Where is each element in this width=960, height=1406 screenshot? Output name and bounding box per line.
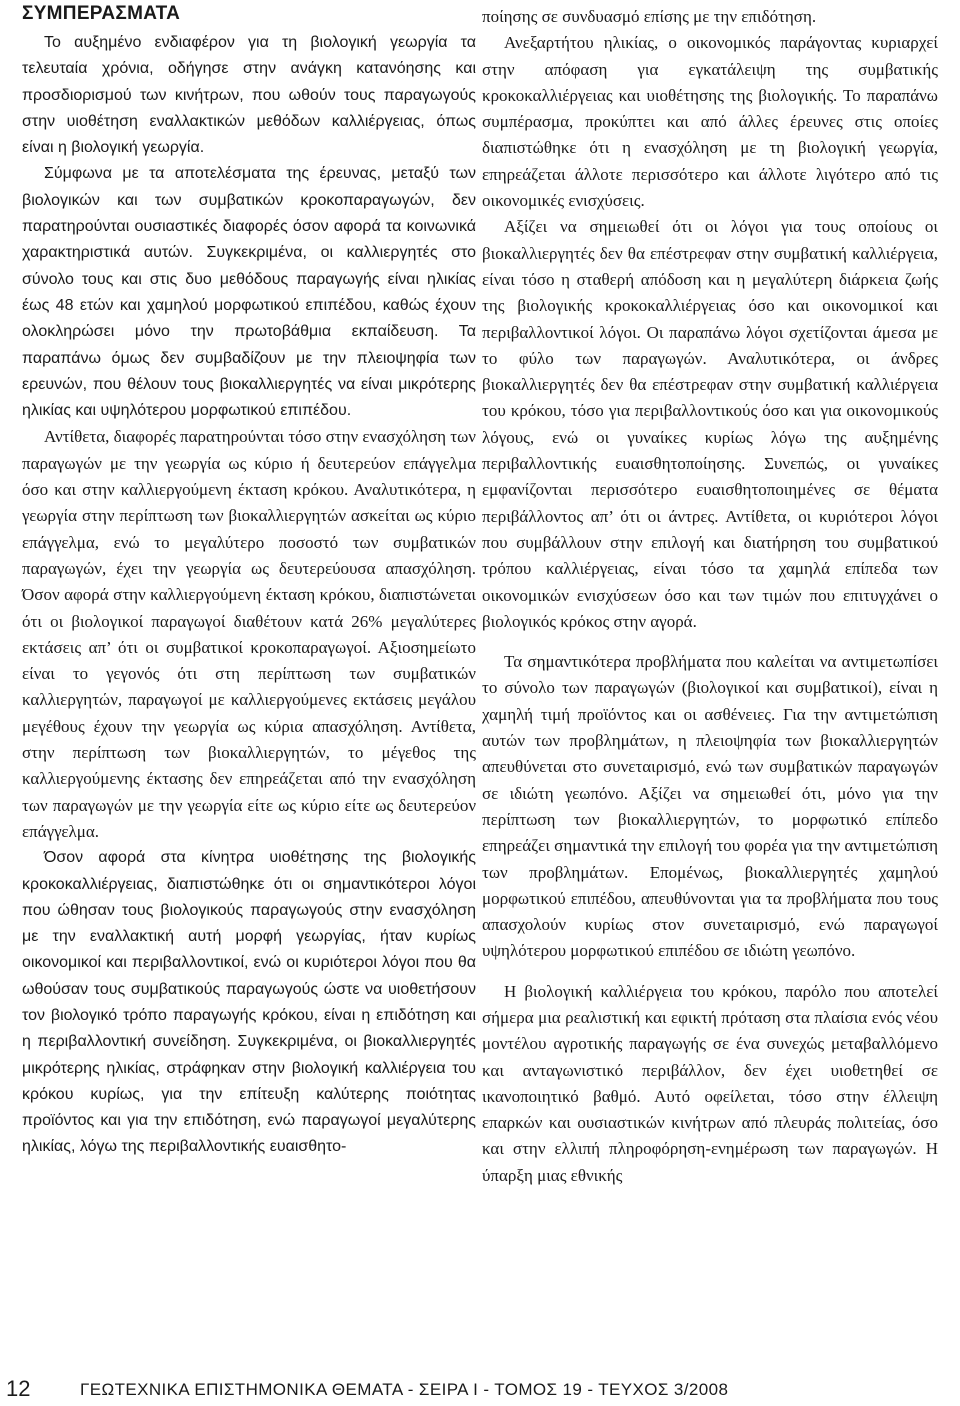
section-heading: ΣΥΜΠΕΡΑΣΜΑΤΑ	[22, 3, 181, 24]
paragraph: Σύμφωνα με τα αποτελέσματα της έρευνας, μεταξύ των βιολογικών και των συμβατικών κροκοπαραγωγών, δεν παρατηρούνται ουσιαστικές διαφορές όσον αφορά τα κοινωνικά χαρακτηριστικά αυτών. Συγκεκριμένα, οι καλλιεργητές στο σύνολο τους και στις δυο μεθόδους παραγωγής είναι ηλικίας έως 48 ετών και χαμηλού μορφωτικού επιπέδου, καθώς έχουν ολοκληρώσει μόνο την πρωτοβάθμια εκπαίδευση. Τα παραπάνω όμως δεν συμβαδίζουν με την πλειοψηφία των ερευνών, που θέλουν τους βιοκαλλιεργητές να είναι μικρότερης ηλικίας και υψηλότερου μορφωτικού επιπέδου.	[22, 165, 476, 420]
paragraph: Αντίθετα, διαφορές παρατηρούνται τόσο στην ενασχόληση των παραγωγών με την γεωργία ως κύριο ή δευτερεύον επάγγελμα όσο και στην καλλιεργούμενη έκταση κρόκου. Αναλυτικότερα, η γεωργία στην περίπτωση των βιοκαλλιεργητών ασκείται ως κύριο επάγγελμα, ενώ το μεγαλύτερο ποσοστό των συμβατικών παραγωγών, έχει την γεωργία ως δευτερεύουσα απασχόληση. Όσον αφορά στην καλλιεργούμενη έκταση κρόκου, διαπιστώνεται ότι οι βιολογικοί παραγωγοί διαθέτουν κατά 26% μεγαλύτερες εκτάσεις απ’ ότι οι συμβατικοί κροκοπαραγωγοί. Αξιοσημείωτο είναι το γεγονός ότι στη περίπτωση των συμβατικών καλλιεργητών, παραγωγοί με καλλιεργούμενες εκτάσεις μεγάλου μεγέθους έχουν την γεωργία ως κύρια απασχόληση. Αντίθετα, στην περίπτωση των βιοκαλλιεργητών, το μέγεθος της καλλιεργούμενης έκτασης δεν επηρεάζεται από την ενασχόληση των παραγωγών με την γεωργία είτε ως κύριο είτε ως δευτερεύον επάγγελμα.	[22, 427, 476, 841]
journal-title: ΓΕΩΤΕΧΝΙΚΑ ΕΠΙΣΤΗΜΟΝΙΚΑ ΘΕΜΑΤΑ - ΣΕΙΡΑ Ι - ΤΟΜΟΣ 19 - ΤΕΥΧΟΣ 3/2008	[80, 1380, 729, 1399]
paragraph: Ανεξαρτήτου ηλικίας, ο οικονομικός παράγοντας κυριαρχεί στην απόφαση για εγκατάλειψη της συμβατικής κροκοκαλλιέργειας και υιοθέτησης της βιολογικής. Το παραπάνω συμπέρασμα, προκύπτει και από άλλες έρευνες στις οποίες διαπιστώθηκε ότι η ενασχόληση με τη βιολογική γεωργία, επηρεάζεται άλλοτε περισσότερο και άλλοτε λιγότερο από τις οικονομικές ενισχύσεις.	[482, 33, 938, 211]
left-column	[22, 4, 476, 1161]
paragraph: Το αυξημένο ενδιαφέρον για τη βιολογική γεωργία τα τελευταία χρόνια, οδήγησε στην ανάγκη κατανόησης και προσδιορισμού των κινήτρων, που ωθούν τους παραγωγούς στην υιοθέτηση εναλλακτικών μεθόδων καλλιέργειας, όπως είναι η βιολογική γεωργία.	[22, 34, 476, 157]
page-footer	[0, 1376, 960, 1402]
paragraph: Όσον αφορά στα κίνητρα υιοθέτησης της βιολογικής κροκοκαλλιέργειας, διαπιστώθηκε ότι οι σημαντικότεροι λόγοι που ώθησαν τους βιολογικούς παραγωγούς στην ενασχόληση με την εναλλακτική αυτή μορφή γεωργίας, ήταν κυρίως οικονομικοί και περιβαλλοντικοί, ενώ οι κυριότεροι λόγοι που θα ωθούσαν τους συμβατικούς παραγωγούς ώστε να υιοθετήσουν τον βιολογικό τρόπο παραγωγής κρόκου, είναι η επιδότηση και η περιβαλλοντική συνείδηση. Συγκεκριμένα, οι βιοκαλλιεργητές μικρότερης ηλικίας, στράφηκαν στην βιολογική καλλιέργεια του κρόκου κυρίως, για την επίτευξη καλύτερης ποιότητας προϊόντος και για την επιδότηση, ενώ παραγωγοί μεγαλύτερης ηλικίας, λόγω της περιβαλλοντικής ευαισθητο-	[22, 849, 476, 1156]
paragraph: Τα σημαντικότερα προβλήματα που καλείται να αντιμετωπίσει το σύνολο των παραγωγών (βιολογικοί και συμβατικοί), είναι η χαμηλή τιμή προϊόντος και οι ασθένειες. Για την αντιμετώπιση αυτών των προβλημάτων, η πλειοψηφία των βιοκαλλιεργητών απευθύνεται στο συνεταιρισμό, ενώ των συμβατικών παραγωγών σε ιδιώτη γεωπόνο. Αξίζει να σημειωθεί ότι, μόνο για την περίπτωση των βιοκαλλιεργητών, το μορφωτικό επίπεδο επηρεάζει σημαντικά την επιλογή του φορέα για την αντιμετώπιση των προβλημάτων. Επομένως, βιοκαλλιεργητές χαμηλού μορφωτικού επιπέδου, απευθύνονται για τα προβλήματα που τους απασχολούν κυρίως στον συνεταιρισμό, ενώ παραγωγοί υψηλότερου μορφωτικού επιπέδου σε ιδιώτη γεωπόνο.	[482, 652, 938, 961]
right-column	[482, 4, 938, 1189]
paragraph: Η βιολογική καλλιέργεια του κρόκου, παρόλο που αποτελεί σήμερα μια ρεαλιστική και εφικτή πρόταση στα πλαίσια ενός νέου μοντέλου αγροτικής παραγωγής σε ένα συνεχώς μεταβαλλόμενο και ανταγωνιστικό περιβάλλον, δεν έχει υιοθετηθεί σε ικανοποιητικό βαθμό. Αυτό οφείλεται, τόσο στην έλλειψη επαρκών και ουσιαστικών κινήτρων από πλευράς πολιτείας, όσο και στην ελλιπή πληροφόρηση-ενημέρωση των παραγωγών. Η ύπαρξη μιας εθνικής	[482, 981, 938, 1185]
paragraph: ποίησης σε συνδυασμό επίσης με την επιδότηση.	[482, 7, 817, 26]
paragraph: Αξίζει να σημειωθεί ότι οι λόγοι για τους οποίους οι βιοκαλλιεργητές δεν θα επέστρεφαν στην συμβατική καλλιέργεια, είναι τόσο η σταθερή απόδοση και η μεγαλύτερη διάρκεια ζωής της βιολογικής κροκοκαλλιέργειας όσο και οικονομικοί και περιβαλλοντικοί λόγοι. Οι παραπάνω λόγοι σχετίζονται άμεσα με το φύλο των παραγωγών. Αναλυτικότερα, οι άνδρες βιοκαλλιεργητές δεν θα επέστρεφαν στην συμβατική καλλιέργεια του κρόκου, τόσο για περιβαλλοντικούς όσο και για οικονομικούς λόγους, ενώ οι γυναίκες κυρίως λόγω της αυξημένης περιβαλλοντικής ευαισθητοποίησης. Συνεπώς, οι γυναίκες εμφανίζονται περισσότερο ευαισθητοποιημένες σε θέματα περιβάλλοντος απ’ ότι οι άντρες. Αντίθετα, οι κυριότεροι λόγοι που συμβάλλουν στην επιλογή και διατήρηση του συμβατικού τρόπου καλλιέργειας, είναι τόσο τα χαμηλά επίπεδα των οικονομικών ενισχύσεων όσο και των τιμών που επιτυγχάνει ο βιολογικός κρόκος στην αγορά.	[482, 217, 938, 631]
page-number: 12	[6, 1376, 31, 1401]
